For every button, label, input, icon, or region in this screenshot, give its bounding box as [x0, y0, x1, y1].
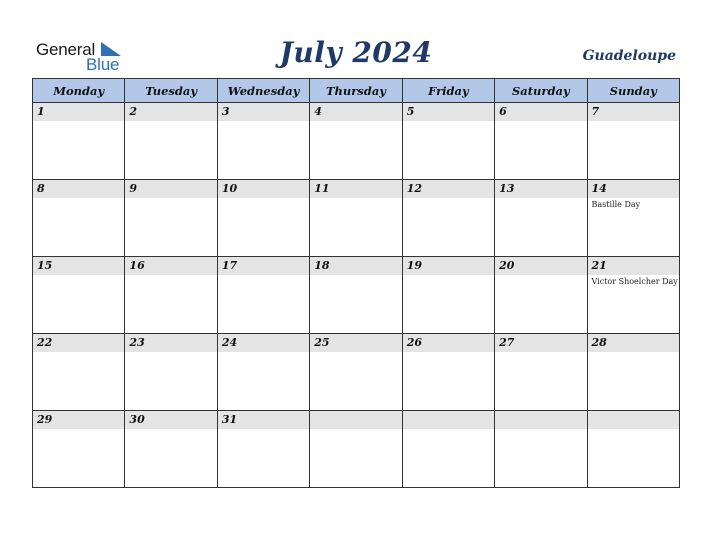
week-row [33, 334, 680, 411]
day-number-bar [403, 103, 494, 121]
day-cell [125, 334, 217, 411]
day-number-bar [33, 103, 124, 121]
weekday-header: Monday [33, 79, 125, 103]
holiday-label: Bastille Day [591, 200, 641, 209]
day-number: 11 [314, 182, 330, 195]
day-cell [495, 334, 587, 411]
day-number-bar [33, 334, 124, 352]
day-number-bar [125, 103, 216, 121]
day-number-bar [310, 103, 401, 121]
day-number: 5 [406, 105, 415, 118]
day-number-bar [403, 257, 494, 275]
day-number: 23 [129, 336, 145, 349]
day-number: 9 [129, 182, 138, 195]
day-number: 3 [221, 105, 230, 118]
day-number: 8 [37, 182, 45, 195]
day-number: 26 [406, 336, 422, 349]
day-cell [402, 334, 494, 411]
day-cell [217, 257, 309, 334]
week-row [33, 180, 680, 257]
day-number-bar [218, 257, 309, 275]
day-cell [402, 257, 494, 334]
day-number: 17 [221, 259, 238, 272]
day-cell [310, 411, 402, 488]
day-number-bar [403, 180, 494, 198]
logo-text-blue: Blue [86, 55, 120, 74]
day-number: 30 [129, 413, 145, 426]
day-number-bar [495, 257, 586, 275]
day-cell [495, 411, 587, 488]
day-number-bar [33, 180, 124, 198]
day-cell [402, 180, 494, 257]
day-number-bar [125, 180, 216, 198]
day-number: 24 [221, 336, 238, 349]
weekday-header: Saturday [495, 79, 587, 103]
day-number-bar [125, 334, 216, 352]
day-cell [217, 180, 309, 257]
day-number: 22 [37, 336, 53, 349]
weekday-header-row [33, 79, 680, 103]
day-number: 29 [37, 413, 53, 426]
day-number-bar [403, 411, 494, 429]
weekday-header: Wednesday [217, 79, 309, 103]
day-cell [125, 180, 217, 257]
calendar-title: July 2024 [279, 36, 433, 69]
day-number: 4 [314, 105, 322, 118]
day-cell [33, 334, 125, 411]
week-row [33, 411, 680, 488]
day-cell [310, 257, 402, 334]
day-cell [33, 257, 125, 334]
day-number-bar [218, 411, 309, 429]
day-number: 1 [37, 105, 45, 118]
day-cell [217, 411, 309, 488]
logo-text-general: General [36, 40, 96, 59]
week-row [33, 103, 680, 180]
day-number: 14 [591, 182, 607, 195]
day-number-bar [495, 180, 586, 198]
day-number: 13 [499, 182, 515, 195]
day-cell [587, 180, 679, 257]
day-number: 12 [406, 182, 422, 195]
calendar-body [33, 103, 680, 488]
day-number: 20 [499, 259, 515, 272]
day-number-bar [310, 411, 401, 429]
weekday-header: Sunday [587, 79, 679, 103]
day-number: 27 [499, 336, 515, 349]
day-number: 10 [221, 182, 238, 195]
day-cell [310, 103, 402, 180]
week-row [33, 257, 680, 334]
day-number-bar [588, 180, 679, 198]
day-cell [402, 103, 494, 180]
weekday-header: Tuesday [125, 79, 217, 103]
day-cell [310, 180, 402, 257]
day-cell [587, 334, 679, 411]
day-cell [587, 257, 679, 334]
weekday-header: Thursday [310, 79, 402, 103]
day-number: 16 [129, 259, 145, 272]
day-number-bar [588, 411, 679, 429]
day-cell [217, 103, 309, 180]
day-cell [495, 257, 587, 334]
day-number: 6 [499, 105, 507, 118]
day-number-bar [33, 257, 124, 275]
day-number-bar [495, 411, 586, 429]
day-cell [217, 334, 309, 411]
day-cell [587, 103, 679, 180]
calendar-grid [32, 78, 680, 488]
region-label: Guadeloupe [582, 48, 676, 64]
day-number: 31 [221, 413, 238, 426]
day-cell [310, 334, 402, 411]
day-number: 18 [314, 259, 330, 272]
day-number: 19 [406, 259, 422, 272]
day-number-bar [310, 334, 401, 352]
day-number: 7 [591, 105, 600, 118]
day-number-bar [310, 180, 401, 198]
day-cell [125, 103, 217, 180]
day-number-bar [218, 180, 309, 198]
day-cell [125, 257, 217, 334]
day-number-bar [588, 103, 679, 121]
day-number-bar [218, 103, 309, 121]
day-number-bar [125, 257, 216, 275]
day-number-bar [588, 257, 679, 275]
day-number-bar [33, 411, 124, 429]
day-cell [402, 411, 494, 488]
weekday-header: Friday [402, 79, 494, 103]
day-cell [495, 103, 587, 180]
day-number: 25 [314, 336, 330, 349]
day-cell [33, 103, 125, 180]
day-number-bar [218, 334, 309, 352]
day-number-bar [588, 334, 679, 352]
day-cell [495, 180, 587, 257]
day-cell [33, 180, 125, 257]
day-number: 21 [591, 259, 607, 272]
day-cell [125, 411, 217, 488]
day-number-bar [125, 411, 216, 429]
day-number: 28 [591, 336, 607, 349]
holiday-label: Victor Shoelcher Day [591, 277, 678, 286]
day-cell [33, 411, 125, 488]
day-number-bar [495, 334, 586, 352]
day-number-bar [310, 257, 401, 275]
day-number: 2 [129, 105, 138, 118]
day-cell [587, 411, 679, 488]
day-number-bar [495, 103, 586, 121]
day-number-bar [403, 334, 494, 352]
day-number: 15 [37, 259, 53, 272]
